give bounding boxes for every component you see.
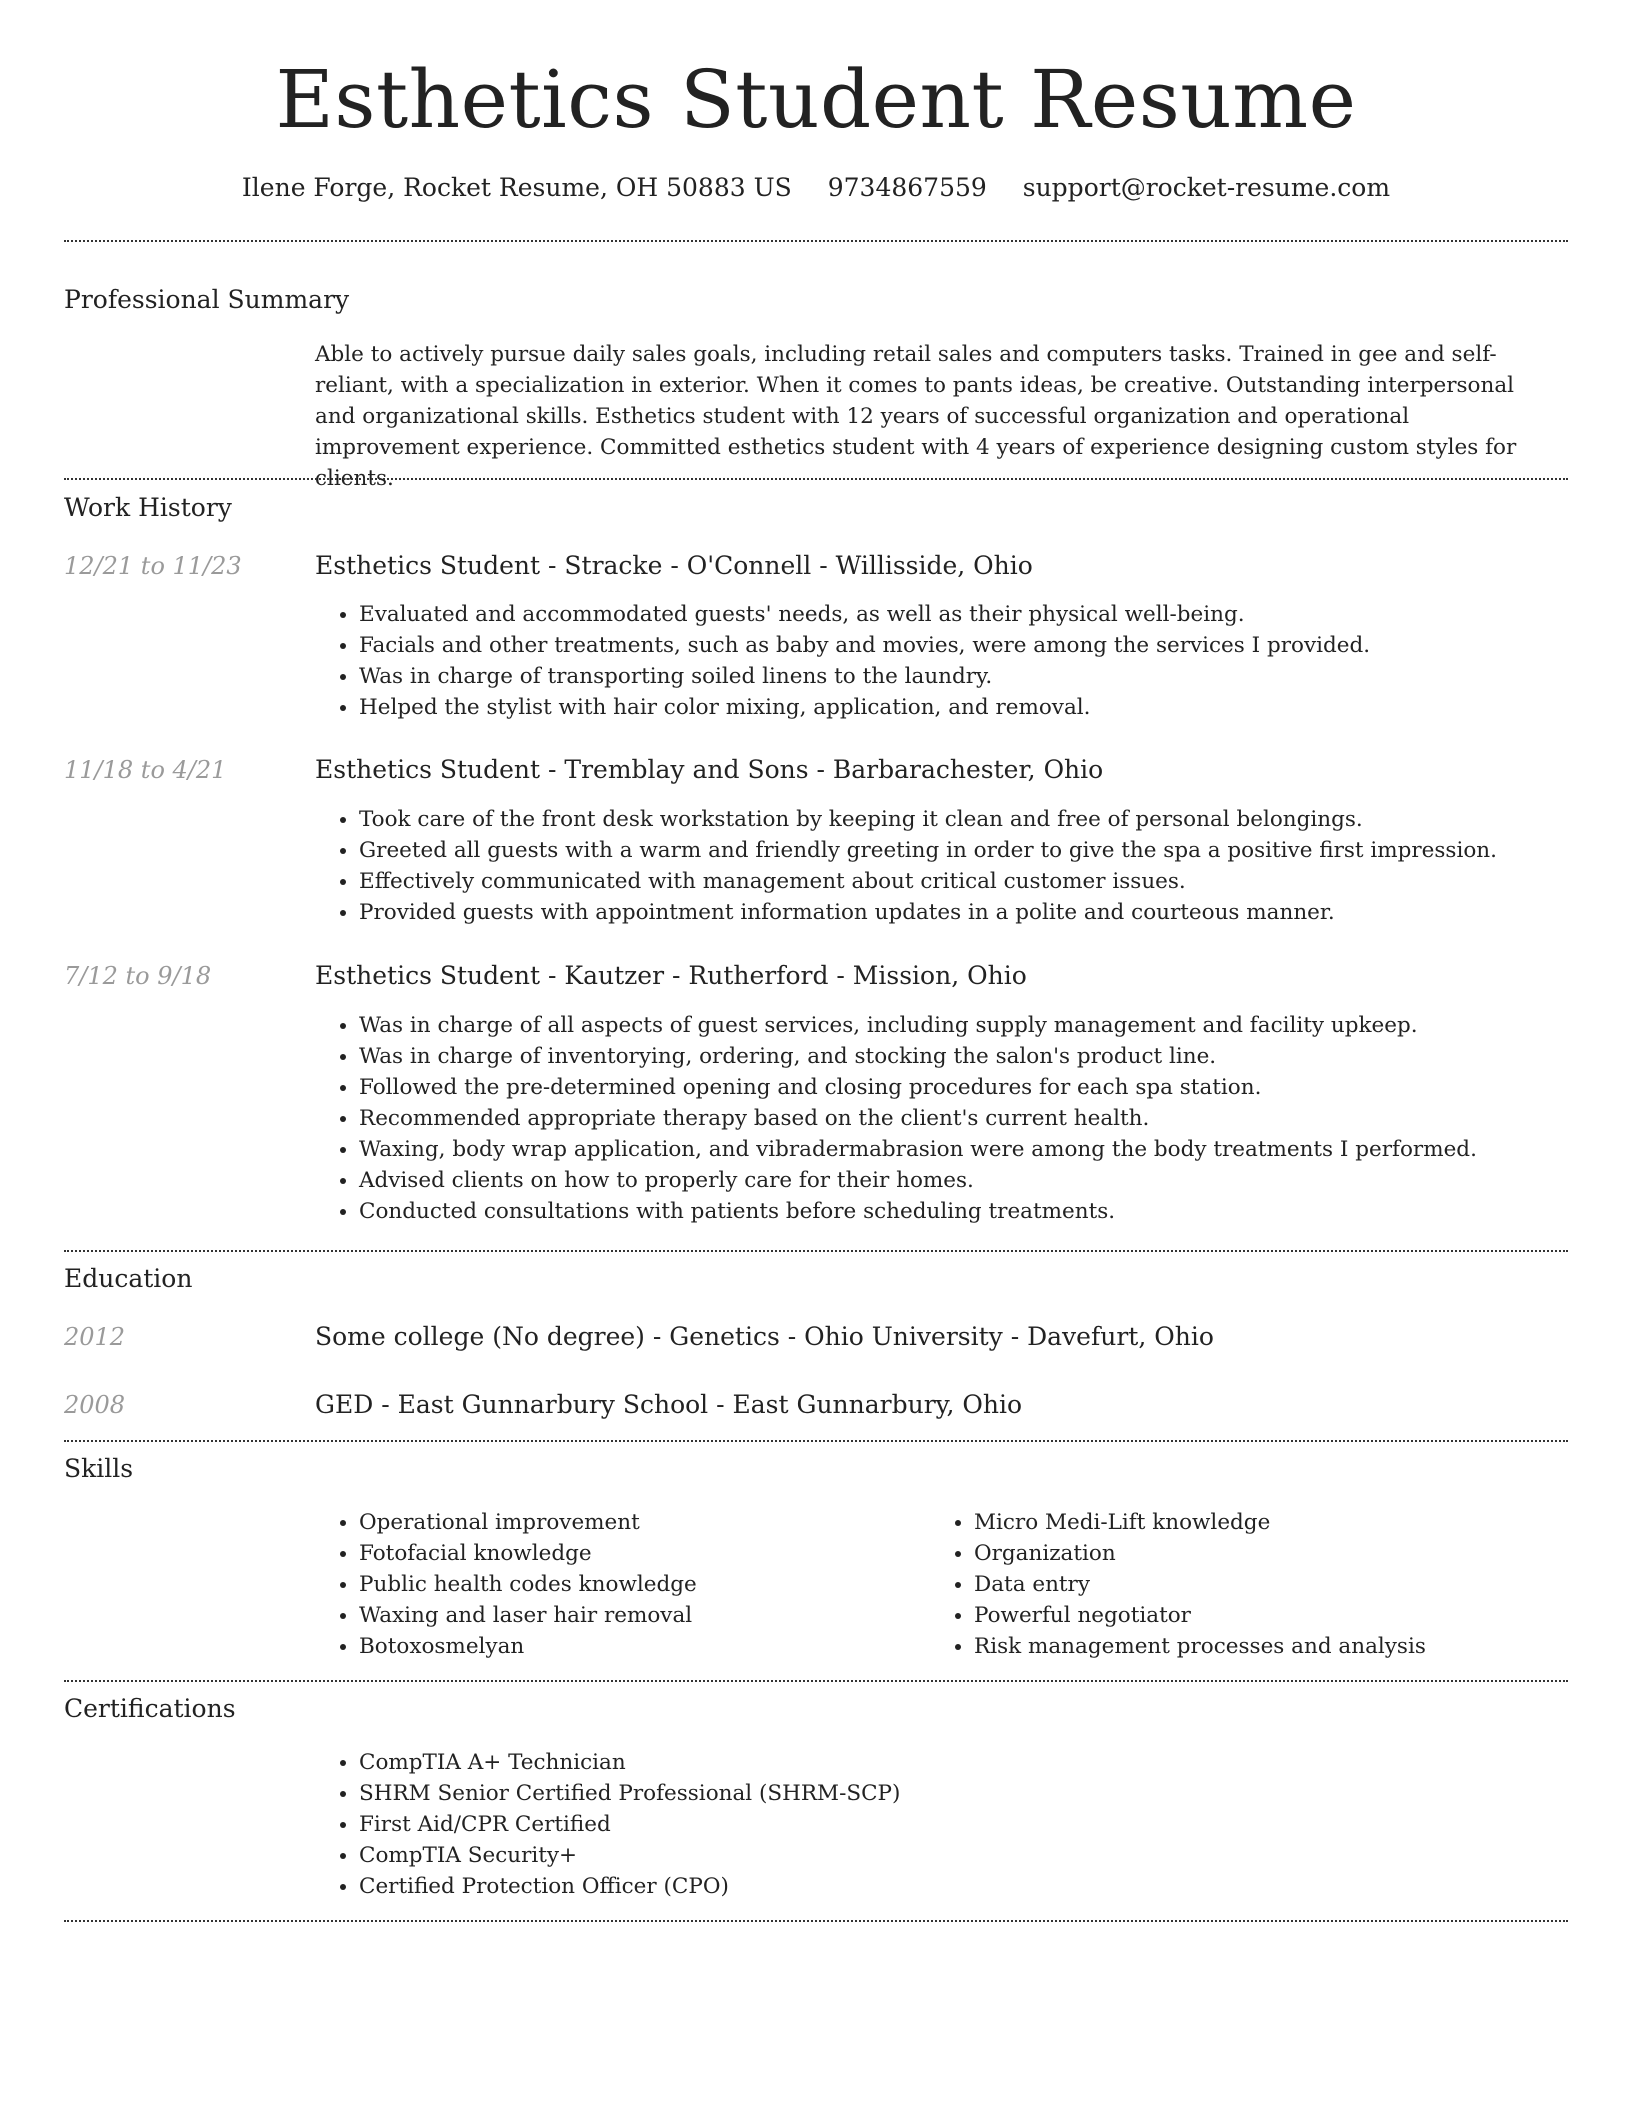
list-item: • CompTIA A+ Technician bbox=[359, 1747, 900, 1778]
list-item: • Organization bbox=[974, 1538, 1426, 1569]
list-item: • Waxing, body wrap application, and vibradermabrasion were among the body treatments I performed. bbox=[359, 1134, 1477, 1165]
section-divider bbox=[64, 1250, 1568, 1252]
list-item: • Risk management processes and analysis bbox=[974, 1631, 1426, 1662]
contact-email: support@rocket-resume.com bbox=[1022, 173, 1391, 202]
education-entry: Some college (No degree) - Genetics - Ohio University - Davefurt, Ohio bbox=[315, 1322, 1214, 1351]
list-item: • Evaluated and accommodated guests' needs, as well as their physical well-being. bbox=[359, 599, 1370, 630]
skills-heading: Skills bbox=[64, 1454, 134, 1483]
list-item: • Powerful negotiator bbox=[974, 1600, 1426, 1631]
list-item: • Conducted consultations with patients before scheduling treatments. bbox=[359, 1196, 1477, 1227]
job-title: Esthetics Student - Kautzer - Rutherford - Mission, Ohio bbox=[315, 961, 1027, 990]
contact-address: Ilene Forge, Rocket Resume, OH 50883 US bbox=[241, 173, 792, 202]
job-dates: 11/18 to 4/21 bbox=[64, 756, 227, 784]
list-item: • CompTIA Security+ bbox=[359, 1840, 900, 1871]
list-item: • Was in charge of transporting soiled linens to the laundry. bbox=[359, 661, 1370, 692]
education-heading: Education bbox=[64, 1264, 193, 1293]
list-item: • Provided guests with appointment information updates in a polite and courteous manner. bbox=[359, 897, 1497, 928]
job-dates: 12/21 to 11/23 bbox=[64, 552, 242, 580]
job-dates: 7/12 to 9/18 bbox=[64, 962, 212, 990]
skills-list-left bbox=[315, 1507, 697, 1662]
section-divider bbox=[64, 1440, 1568, 1442]
list-item: • Operational improvement bbox=[359, 1507, 697, 1538]
job-title: Esthetics Student - Stracke - O'Connell - Willisside, Ohio bbox=[315, 551, 1033, 580]
section-divider bbox=[64, 1680, 1568, 1682]
education-date: 2008 bbox=[64, 1391, 126, 1419]
contact-line bbox=[64, 170, 1568, 206]
list-item: • Certified Protection Officer (CPO) bbox=[359, 1871, 900, 1902]
contact-phone: 9734867559 bbox=[827, 173, 987, 202]
work-history-heading: Work History bbox=[64, 493, 232, 522]
summary-text: Able to actively pursue daily sales goals, including retail sales and computers tasks. Trained in gee and self-reliant, with a specialization in exterior. When it comes to pants ideas, be creative. Outstanding interpersonal and organizational skills. Esthetics student with 12 years of successful organization and operational improvement experience. Committed esthetics student with 4 years of experience designing custom styles for clients. bbox=[315, 342, 1517, 491]
list-item: • Recommended appropriate therapy based on the client's current health. bbox=[359, 1103, 1477, 1134]
job-title: Esthetics Student - Tremblay and Sons - Barbarachester, Ohio bbox=[315, 755, 1104, 784]
list-item: • Advised clients on how to properly care for their homes. bbox=[359, 1165, 1477, 1196]
list-item: • Public health codes knowledge bbox=[359, 1569, 697, 1600]
list-item: • Data entry bbox=[974, 1569, 1426, 1600]
certifications-heading: Certifications bbox=[64, 1694, 236, 1723]
list-item: • Greeted all guests with a warm and friendly greeting in order to give the spa a positive first impression. bbox=[359, 835, 1497, 866]
section-divider bbox=[64, 240, 1568, 242]
education-date: 2012 bbox=[64, 1323, 126, 1351]
list-item: • Facials and other treatments, such as baby and movies, were among the services I provided. bbox=[359, 630, 1370, 661]
job-duties-list bbox=[315, 804, 1497, 928]
list-item: • Helped the stylist with hair color mixing, application, and removal. bbox=[359, 692, 1370, 723]
job-duties-list bbox=[315, 1010, 1477, 1227]
page-title: Esthetics Student Resume bbox=[275, 53, 1357, 146]
list-item: • Took care of the front desk workstation by keeping it clean and free of personal belongings. bbox=[359, 804, 1497, 835]
list-item: • Waxing and laser hair removal bbox=[359, 1600, 697, 1631]
list-item: • Botoxosmelyan bbox=[359, 1631, 697, 1662]
skills-list-right bbox=[930, 1507, 1426, 1662]
job-duties-list bbox=[315, 599, 1370, 723]
section-divider bbox=[64, 478, 1568, 480]
list-item: • Was in charge of all aspects of guest services, including supply management and facility upkeep. bbox=[359, 1010, 1477, 1041]
education-entry: GED - East Gunnarbury School - East Gunnarbury, Ohio bbox=[315, 1390, 1023, 1419]
certifications-list bbox=[315, 1747, 900, 1902]
list-item: • Effectively communicated with management about critical customer issues. bbox=[359, 866, 1497, 897]
list-item: • Followed the pre-determined opening and closing procedures for each spa station. bbox=[359, 1072, 1477, 1103]
list-item: • Was in charge of inventorying, ordering, and stocking the salon's product line. bbox=[359, 1041, 1477, 1072]
summary-heading: Professional Summary bbox=[64, 285, 350, 314]
list-item: • Micro Medi-Lift knowledge bbox=[974, 1507, 1426, 1538]
list-item: • SHRM Senior Certified Professional (SHRM-SCP) bbox=[359, 1778, 900, 1809]
section-divider bbox=[64, 1920, 1568, 1922]
list-item: • Fotofacial knowledge bbox=[359, 1538, 697, 1569]
list-item: • First Aid/CPR Certified bbox=[359, 1809, 900, 1840]
